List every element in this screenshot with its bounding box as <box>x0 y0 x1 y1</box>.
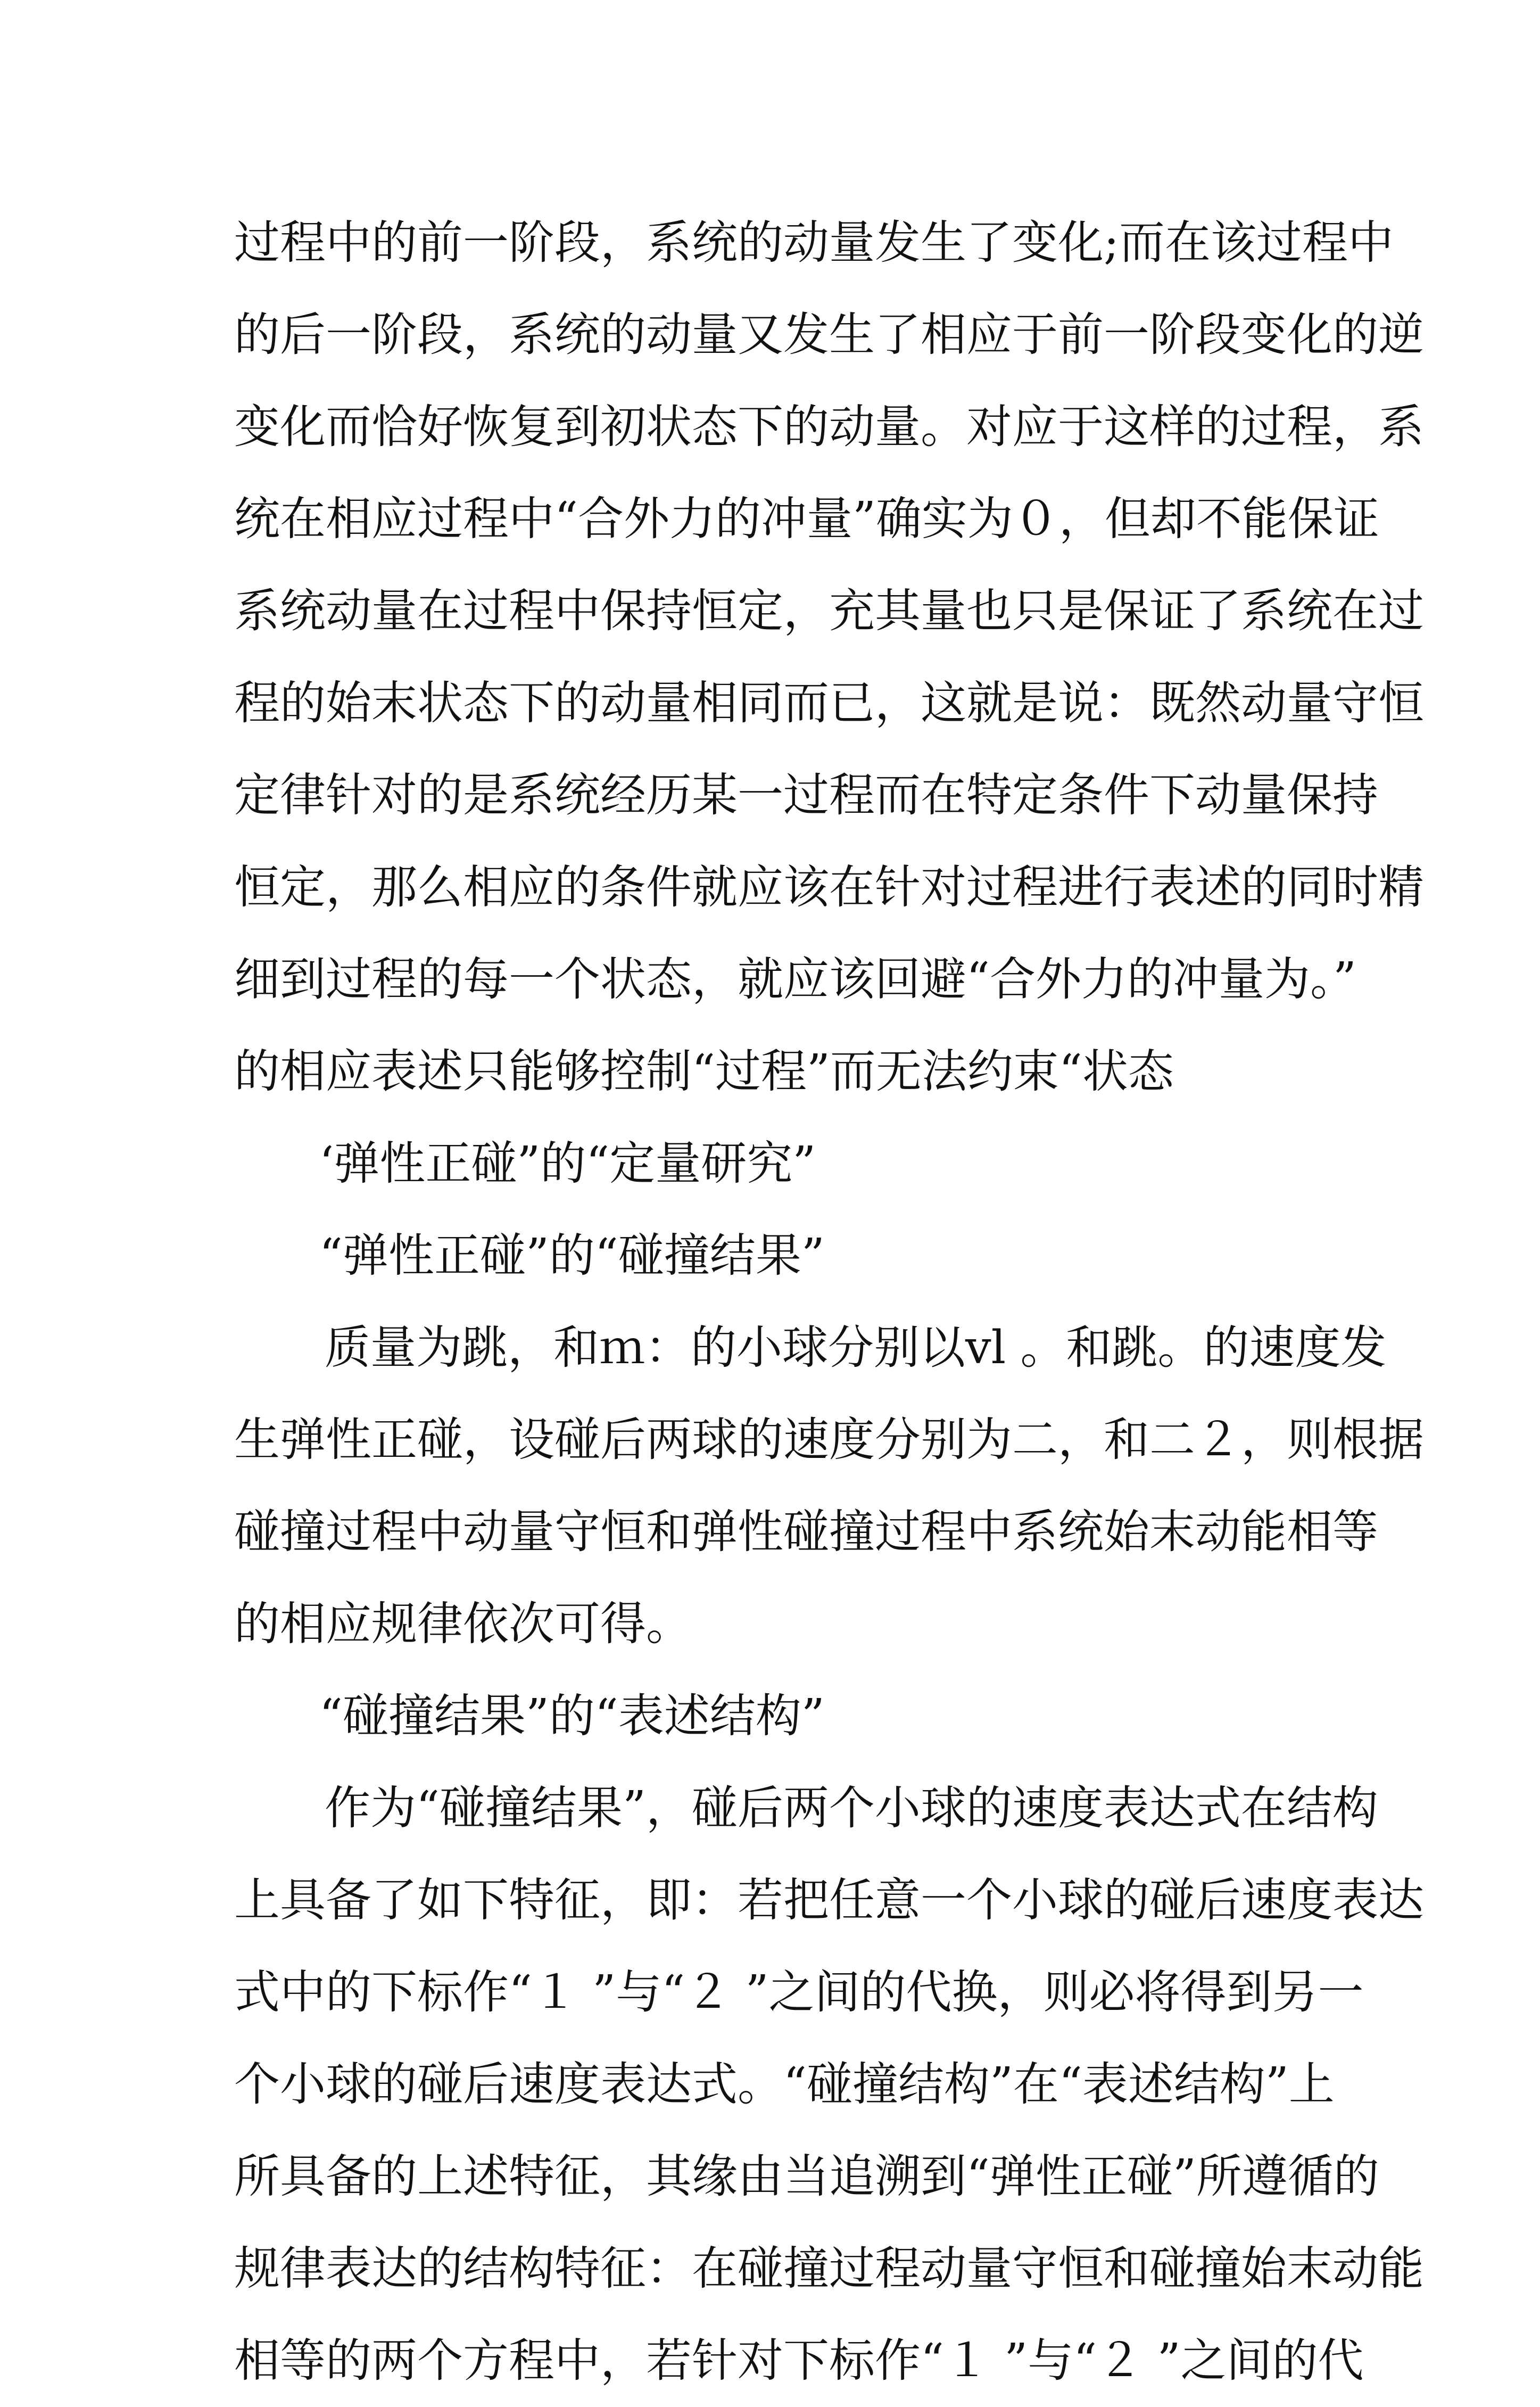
paragraph-line: 的后一阶段，系统的动量又发生了相应于前一阶段变化的逆 <box>234 308 1424 361</box>
paragraph-line: 碰撞过程中动量守恒和弹性碰撞过程中系统始末动能相等 <box>234 1505 1378 1559</box>
paragraph-line: 规律表达的结构特征：在碰撞过程动量守恒和碰撞始末动能 <box>234 2242 1424 2295</box>
paragraph-line: 系统动量在过程中保持恒定，充其量也只是保证了系统在过 <box>234 584 1424 638</box>
paragraph-line: 上具备了如下特征，即：若把任意一个小球的碰后速度表达 <box>234 1874 1424 1927</box>
paragraph-line: 定律针对的是系统经历某一过程而在特定条件下动量保持 <box>234 769 1378 822</box>
section-heading: “碰撞结果”的“表述结构” <box>319 1689 825 1743</box>
paragraph-line: 过程中的前一阶段，系统的动量发生了变化;而在该过程中 <box>234 216 1394 269</box>
paragraph-line: 生弹性正碰，设碰后两球的速度分别为二，和二２，则根据 <box>234 1413 1424 1466</box>
paragraph-line: 细到过程的每一个状态，就应该回避“合外力的冲量为。” <box>234 953 1356 1006</box>
paragraph-line: 统在相应过程中“合外力的冲量”确实为０，但却不能保证 <box>234 492 1379 546</box>
section-heading: ‘弹性正碰”的“定量研究” <box>319 1137 816 1190</box>
paragraph-line: 变化而恰好恢复到初状态下的动量。对应于这样的过程，系 <box>234 400 1424 454</box>
paragraph-line: 恒定，那么相应的条件就应该在针对过程进行表述的同时精 <box>234 861 1424 914</box>
paragraph-line: 质量为跳，和ｍ：的小球分别以vl 。和跳。的速度发 <box>325 1321 1387 1374</box>
paragraph-line: 的相应规律依次可得。 <box>234 1597 692 1651</box>
paragraph-line: 个小球的碰后速度表达式。“碰撞结构”在“表述结构”上 <box>234 2058 1335 2111</box>
paragraph-line: 所具备的上述特征，其缘由当追溯到“弹性正碰”所遵循的 <box>234 2150 1379 2203</box>
section-heading: “弹性正碰”的“碰撞结果” <box>319 1229 825 1282</box>
paragraph-line: 程的始末状态下的动量相同而已，这就是说：既然动量守恒 <box>234 677 1424 730</box>
paragraph-line: 的相应表述只能够控制“过程”而无法约束“状态 <box>234 1045 1174 1098</box>
paragraph-line: 作为“碰撞结果”，碰后两个小球的速度表达式在结构 <box>325 1782 1378 1835</box>
paragraph-line: 式中的下标作“１ ”与“２ ”之间的代换，则必将得到另一 <box>234 1966 1364 2019</box>
document-body <box>234 197 1424 2407</box>
paragraph-line: 相等的两个方程中，若针对下标作“１ ”与“２ ”之间的代 <box>234 2334 1364 2387</box>
